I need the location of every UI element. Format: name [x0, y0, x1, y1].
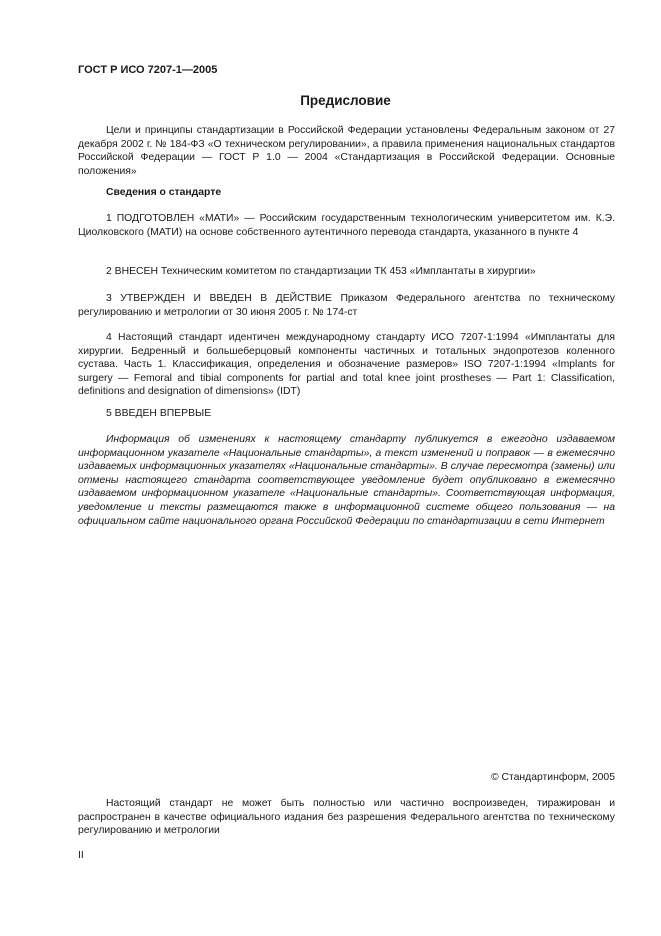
standard-info-subtitle: Сведения о стандарте [106, 187, 222, 198]
item-3-paragraph: 3 УТВЕРЖДЕН И ВВЕДЕН В ДЕЙСТВИЕ Приказом Федерального агентства по техническому регулированию и метрологии от 30 июня 2005 г. № 174-ст [78, 293, 615, 318]
page-number: II [78, 850, 84, 861]
item-5-paragraph: 5 ВВЕДЕН ВПЕРВЫЕ [106, 408, 212, 419]
item-1-paragraph: 1 ПОДГОТОВЛЕН «МАТИ» — Российским государственным технологическим университетом им. К.Э. Циолковского (МАТИ) на основе собственного аутентичного перевода стандарта, указанного в пункте 4 [78, 213, 615, 238]
page-title: Предисловие [300, 93, 391, 108]
reproduction-notice: Настоящий стандарт не может быть полностью или частично воспроизведен, тиражирован и распространен в качестве официального издания без разрешения Федерального агентства по техническому регулированию и метрологии [78, 798, 615, 837]
changes-info-paragraph: Информация об изменениях к настоящему стандарту публикуется в ежегодно издаваемом информационном указателе «Национальные стандарты», а текст изменений и поправок — в ежемесячно издаваемых информационных указателях «Национальные стандарты». В случае пересмотра (замены) или отмены настоящего стандарта соответствующее уведомление будет опубликовано в ежемесячно издаваемом информационном указателе «Национальные стандарты». Соответствующая информация, уведомление и тексты размещаются также в информационной системе общего пользования — на официальном сайте национального органа Российской Федерации по стандартизации в сети Интернет [78, 434, 615, 527]
item-4-paragraph: 4 Настоящий стандарт идентичен международному стандарту ИСО 7207-1:1994 «Имплантаты для хирургии. Бедренный и большеберцовый компоненты частичных и тотальных эндопротезов коленного сустава. Часть 1. Классификация, определения и обозначение размеров» ISO 7207-1:1994 «Implants for surgery — Femoral and tibial components for partial and total knee joint prostheses — Part 1: Classification, definitions and designation of dimensions» (IDT) [78, 332, 615, 398]
copyright-line: © Стандартинформ, 2005 [490, 772, 615, 783]
document-code: ГОСТ Р ИСО 7207-1—2005 [78, 64, 218, 76]
intro-paragraph: Цели и принципы стандартизации в Российской Федерации установлены Федеральным законом от 27 декабря 2002 г. № 184-ФЗ «О техническом регулировании», а правила применения национальных стандартов Российской Федерации — ГОСТ Р 1.0 — 2004 «Стандартизация в Российской Федерации. Основные положения» [78, 125, 615, 177]
item-2-paragraph: 2 ВНЕСЕН Техническим комитетом по стандартизации ТК 453 «Имплантаты в хирургии» [106, 266, 536, 277]
